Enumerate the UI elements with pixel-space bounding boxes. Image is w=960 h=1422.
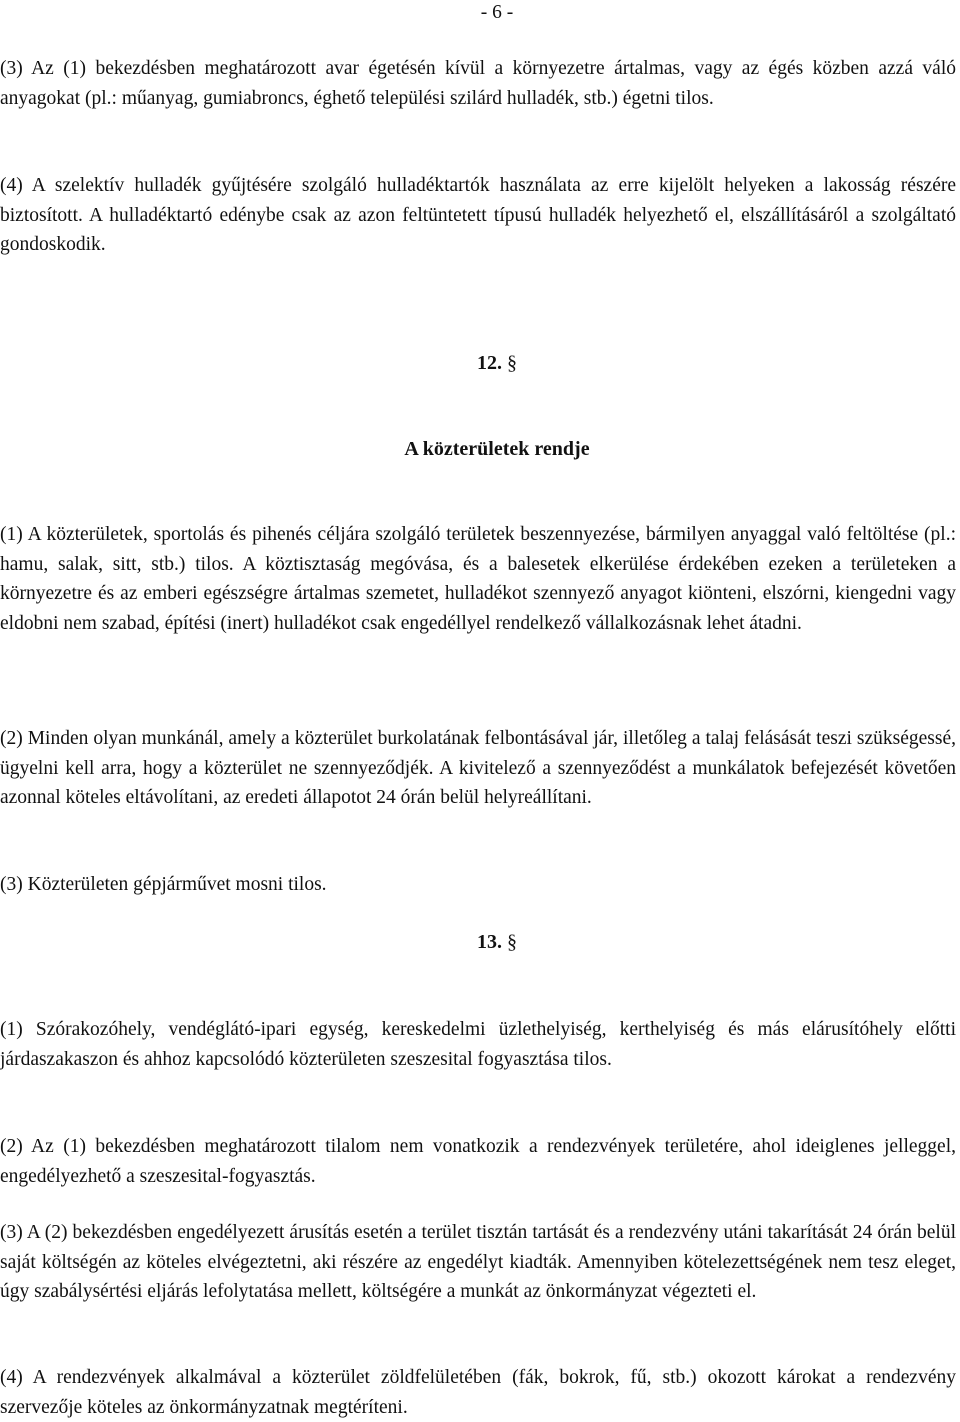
page-number: - 6 - xyxy=(480,2,514,23)
section-13-sign: § xyxy=(507,931,517,953)
section-12-number: 12. xyxy=(477,352,502,374)
section-13-paragraph-2: (2) Az (1) bekezdésben meghatározott tilalom nem vonatkozik a rendezvények területére, ahol ideiglenes jelleggel, engedélyezhető a szeszesital-fogyasztás. xyxy=(0,1136,956,1187)
section-13-number: 13. xyxy=(477,931,502,953)
section-13-heading xyxy=(38,929,956,955)
section-12-heading xyxy=(38,350,956,376)
section-13-paragraph-4: (4) A rendezvények alkalmával a közterület zöldfelületében (fák, bokrok, fű, stb.) okozott károkat a rendezvény szervezője köteles az önkormányzatnak megtéríteni. xyxy=(0,1367,956,1418)
section-13-paragraph-3: (3) A (2) bekezdésben engedélyezett árusítás esetén a terület tisztán tartását és a rendezvény utáni takarítását 24 órán belül saját költségén az köteles elvégeztetni, aki részére az engedélyt kiadták. Amennyiben kötelezettségének nem tesz eleget, úgy szabálysértési eljárás lefolytatása mellett, költségére a munkát az önkormányzat végezteti el. xyxy=(0,1222,956,1302)
paragraph-top-4: (4) A szelektív hulladék gyűjtésére szolgáló hulladéktartók használata az erre kijelölt helyeken a lakosság részére biztosított. A hulladéktartó edénybe csak az azon feltüntetett típusú hulladék helyezhető el, elszállításáról a szolgáltató gondoskodik. xyxy=(0,175,956,255)
section-12-title: A közterületek rendje xyxy=(404,438,590,460)
section-12-sign: § xyxy=(507,352,517,374)
section-12-paragraph-1: (1) A közterületek, sportolás és pihenés céljára szolgáló területek beszennyezése, bármilyen anyaggal való feltöltése (pl.: hamu, salak, sitt, stb.) tilos. A köztisztaság megóvása, és a balesetek elkerülése érdekében ezeken a területeken a környezetre és az emberi egészségre ártalmas szemetet, hulladékot szennyező anyagot kiönteni, elszórni, kiengedni vagy eldobni nem szabad, építési (inert) hulladékot csak engedéllyel rendelkező vállalkozásnak lehet átadni. xyxy=(0,524,956,634)
section-13-paragraph-1: (1) Szórakozóhely, vendéglátó-ipari egység, kereskedelmi üzlethelyiség, kerthelyiség és más elárusítóhely előtti járdaszakaszon és ahhoz kapcsolódó közterületen szeszesital fogyasztása tilos. xyxy=(0,1019,956,1070)
section-12-paragraph-3: (3) Közterületen gépjárművet mosni tilos. xyxy=(0,874,327,895)
paragraph-top-3: (3) Az (1) bekezdésben meghatározott avar égetésén kívül a környezetre ártalmas, vagy az égés közben azzá váló anyagokat (pl.: műanyag, gumiabroncs, éghető települési szilárd hulladék, stb.) égetni tilos. xyxy=(0,58,956,109)
section-12-paragraph-2: (2) Minden olyan munkánál, amely a közterület burkolatának felbontásával jár, illetőleg a talaj felásását teszi szükségessé, ügyelni kell arra, hogy a közterület ne szennyeződjék. A kivitelező a szennyeződést a munkálatok befejezését követően azonnal köteles eltávolítani, az eredeti állapotot 24 órán belül helyreállítani. xyxy=(0,728,956,808)
